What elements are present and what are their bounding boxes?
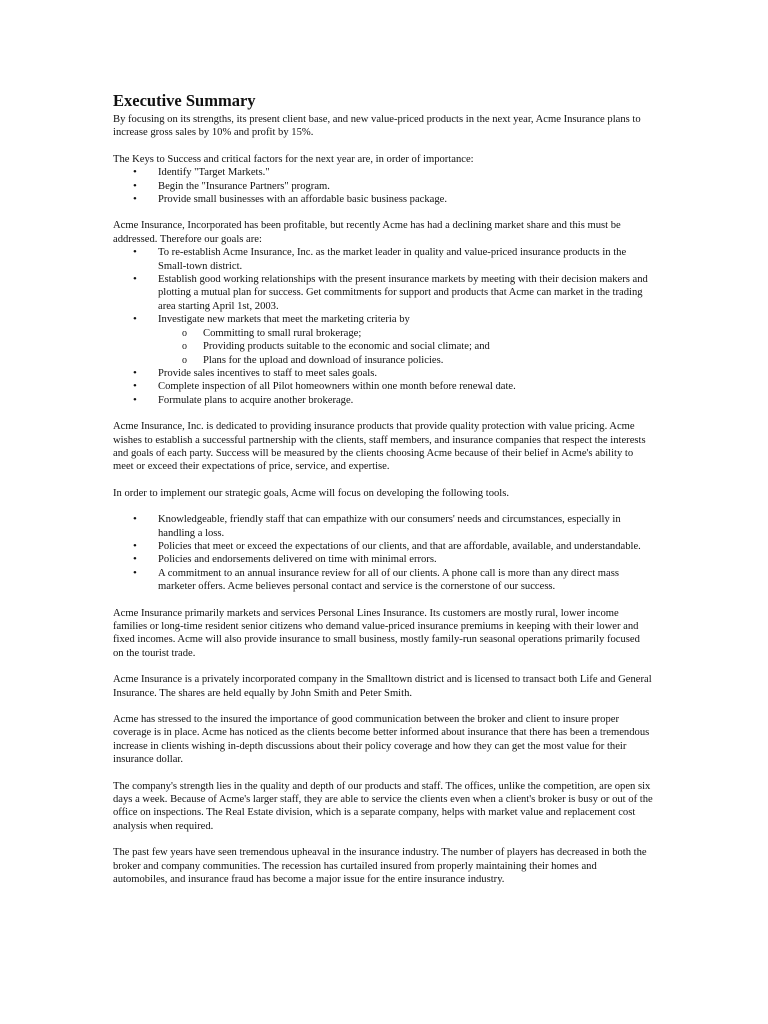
list-item: • Knowledgeable, friendly staff that can empathize with our consumers' needs and circumstances, especially in handling a loss. <box>113 513 653 540</box>
keys-list <box>113 166 653 206</box>
list-item-text: Investigate new markets that meet the marketing criteria by <box>158 314 410 326</box>
list-item: • Formulate plans to acquire another brokerage. <box>113 394 653 407</box>
upheaval-paragraph: The past few years have seen tremendous upheaval in the insurance industry. The number of players has decreased in both the broker and company communities. The recession has curtailed insured from properly maintaining their homes and automobiles, and insurance fraud has become a major issue for the entire insurance industry. <box>113 847 647 886</box>
dedication-paragraph: Acme Insurance, Inc. is dedicated to providing insurance products that provide quality protection with value pricing. Acme wishes to establish a successful partnership with the clients, staff members, and insurance companies that respect the interests and goals of each party. Success will be measured by the clients choosing Acme because of their belief in Acme's ability to meet or exceed their expectations of price, service, and expertise. <box>113 421 646 473</box>
ownership-paragraph: Acme Insurance is a privately incorporated company in the Smalltown district and is licensed to transact both Life and General Insurance. The shares are held equally by John Smith and Peter Smith. <box>113 674 652 699</box>
list-item: • Establish good working relationships with the present insurance markets by meeting with their decision makers and plotting a mutual plan for success. Get commitments for support and products that Acme can market in the trading area starting April 1st, 2003. <box>113 273 653 313</box>
list-item: • To re-establish Acme Insurance, Inc. as the market leader in quality and value-priced insurance products in the Small-town district. <box>113 246 653 273</box>
tools-list <box>113 513 653 593</box>
keys-intro-paragraph: The Keys to Success and critical factors for the next year are, in order of importance: <box>113 153 474 165</box>
criteria-list <box>158 327 653 367</box>
goals-intro-paragraph: Acme Insurance, Incorporated has been profitable, but recently Acme has had a declining market share and this must be addressed. Therefore our goals are: <box>113 220 621 245</box>
intro-paragraph: By focusing on its strengths, its present client base, and new value-priced products in the next year, Acme Insurance plans to increase gross sales by 10% and profit by 15%. <box>113 114 641 139</box>
list-item <box>113 313 653 367</box>
document-body <box>113 91 653 900</box>
list-item: • Begin the "Insurance Partners" program. <box>113 180 653 193</box>
tools-intro-paragraph: In order to implement our strategic goals, Acme will focus on developing the following tools. <box>113 487 510 499</box>
list-item: • Provide sales incentives to staff to meet sales goals. <box>113 367 653 380</box>
page-title: Executive Summary <box>113 91 256 110</box>
communication-paragraph: Acme has stressed to the insured the importance of good communication between the broker and client to insure proper coverage is in place. Acme has noticed as the clients become better informed about insurance that there has been a tremendous increase in clients wishing in-depth discussions about their policy coverage and how they can get the most value for their insurance dollar. <box>113 714 650 766</box>
sub-list-item: o Committing to small rural brokerage; <box>158 327 653 340</box>
list-item: • Provide small businesses with an affordable basic business package. <box>113 193 653 206</box>
goals-list <box>113 246 653 407</box>
markets-paragraph: Acme Insurance primarily markets and services Personal Lines Insurance. Its customers are mostly rural, lower income families or long-time resident senior citizens who demand value-priced insurance premiums in keeping with their lower and fixed incomes. Acme will also provide insurance to small business, mostly family-run seasonal operations primarily focused on the tourist trade. <box>113 607 640 659</box>
list-item: • Identify "Target Markets." <box>113 166 653 179</box>
list-item: • A commitment to an annual insurance review for all of our clients. A phone call is more than any direct mass marketer offers. Acme believes personal contact and service is the cornerstone of our success. <box>113 567 653 594</box>
list-item: • Policies and endorsements delivered on time with minimal errors. <box>113 553 653 566</box>
list-item: • Complete inspection of all Pilot homeowners within one month before renewal date. <box>113 380 653 393</box>
strength-paragraph: The company's strength lies in the quality and depth of our products and staff. The offices, unlike the competition, are open six days a week. Because of Acme's larger staff, they are able to service the clients even when a client's broker is busy or out of the office on inspections. The Real Estate division, which is a separate company, helps with market value and replacement cost analysis when required. <box>113 780 653 832</box>
list-item: • Policies that meet or exceed the expectations of our clients, and that are affordable, available, and understandable. <box>113 540 653 553</box>
sub-list-item: o Plans for the upload and download of insurance policies. <box>158 354 653 367</box>
sub-list-item: o Providing products suitable to the economic and social climate; and <box>158 340 653 353</box>
